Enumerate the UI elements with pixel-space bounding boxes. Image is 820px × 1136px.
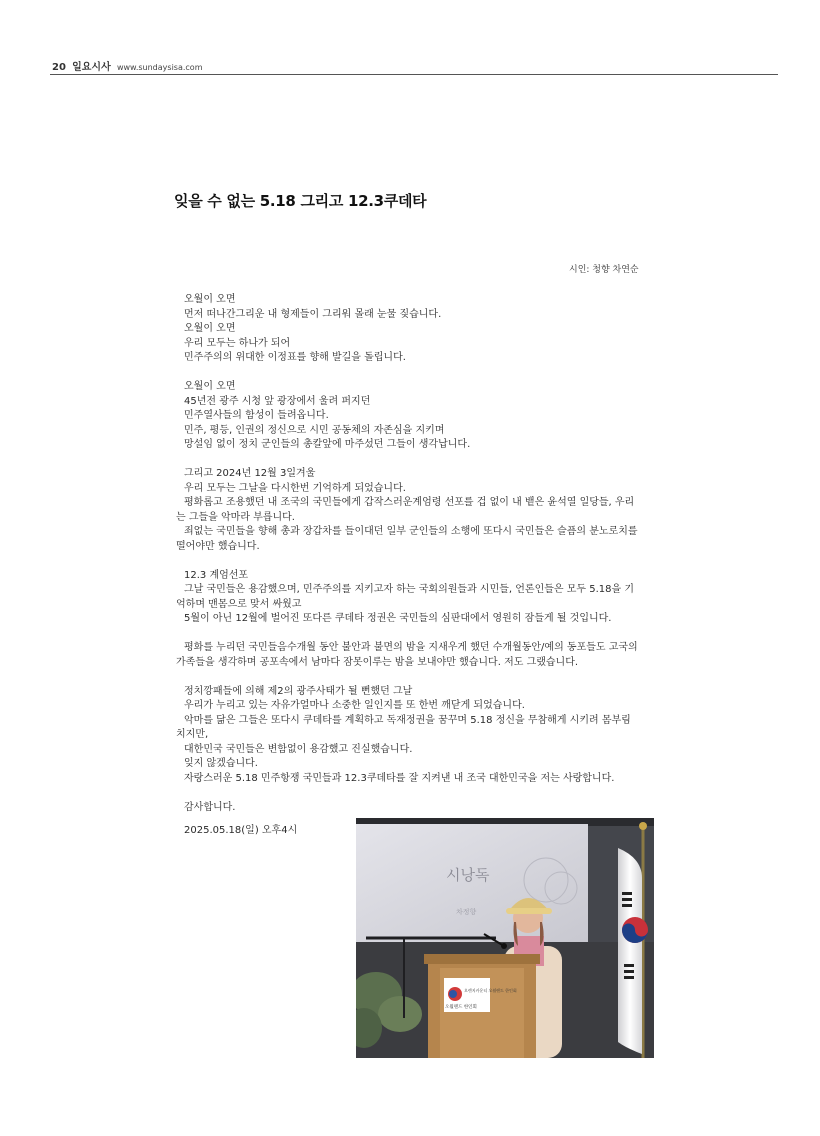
poem-stanza: [176, 801, 658, 816]
poem-line: 그리고 2024년 12월 3일겨울: [184, 468, 316, 479]
poem-line: 억하며 맨몸으로 맞서 싸웠고: [176, 598, 302, 610]
article-author: 시인: 청향 차연순: [569, 265, 639, 275]
poem-line: 가족들을 생각하며 공포속에서 남마다 잠못이루는 밤을 보내야만 했습니다. 저도 그랬습니다.: [176, 656, 579, 668]
poem-line: 떨어야만 했습니다.: [176, 540, 260, 552]
poem-line: 먼저 떠나간그리운 내 형제들이 그리워 몰래 눈물 짖습니다.: [184, 308, 442, 320]
poem-line: 민주, 평등, 인권의 정신으로 시민 공동체의 자존심을 지키며: [184, 424, 445, 436]
poem-line: 잊지 않겠습니다.: [184, 758, 258, 769]
podium-logo-text: 오렌지카운티 오월랜드 한인회: [464, 988, 517, 993]
poem-line: 우리 모두는 하나가 되어: [184, 337, 291, 349]
page-header: [52, 58, 203, 73]
poem-stanza: [176, 380, 658, 453]
event-photo-illustration: [356, 818, 654, 1058]
screen-subtitle: 차정향: [456, 908, 477, 916]
poem-line: 45년전 광주 시청 앞 광장에서 울려 퍼지던: [184, 395, 371, 407]
poem-line: 는 그들을 악마라 부릅니다.: [176, 511, 295, 523]
poem-line: 오월이 오면: [184, 294, 236, 305]
website-link[interactable]: www.sundaysisa.com: [116, 63, 203, 72]
poem-stanza: [176, 641, 658, 670]
poem-stanza: [176, 685, 658, 787]
poem-line: 정치깡패들에 의해 제2의 광주사태가 될 뻔했던 그날: [184, 685, 413, 697]
screen-title: 시낭독: [446, 866, 490, 884]
publication-name: 일요시사: [72, 62, 111, 73]
event-date: 2025.05.18(일) 오후4시: [184, 825, 298, 836]
poem-line: 민주주의의 위대한 이정표를 향해 발길을 돌립니다.: [184, 352, 406, 363]
poem-line: 악마를 닮은 그들은 또다시 쿠데타를 계획하고 독재정권을 꿈꾸며 5.18 정신을 무참해게 시키려 몸부림: [184, 714, 631, 726]
poem-line: 평화롭고 조용했던 내 조국의 국민들에게 갑작스러운계엄령 선포를 겁 없이 내 뱉은 윤석열 일당들, 우리: [184, 497, 635, 508]
poem-line: 우리 모두는 그날을 다시한번 기억하게 되었습니다.: [184, 482, 406, 494]
poem-line: 오월이 오면: [184, 381, 236, 392]
event-photo: [356, 818, 654, 1058]
page-number: 20: [52, 62, 66, 73]
poem-stanza: [176, 467, 658, 554]
poem-line: 오월이 오면: [184, 323, 236, 334]
poem-line: 망설임 없이 정치 군인들의 총칼앞에 마주섰던 그들이 생각납니다.: [184, 439, 471, 450]
poem-line: 죄없는 국민들을 향해 총과 장갑차를 들이대던 일부 군인들의 소행에 또다시 국민들은 슬픔의 분노로치를: [184, 526, 638, 537]
poem-line: 그날 국민들은 용감했으며, 민주주의를 지키고자 하는 국회의원들과 시민들, 언론인들은 모두 5.18을 기: [184, 584, 634, 595]
poem-stanza: [176, 293, 658, 366]
poem-line: 평화를 누리던 국민들음수개월 동안 불안과 불면의 밤을 지새우게 했던 수개월동안/예의 동포들도 고국의: [184, 642, 638, 653]
poem-body: [176, 293, 658, 830]
header-divider: [50, 74, 778, 75]
poem-line: 감사합니다.: [184, 801, 236, 813]
poem-line: 우리가 누리고 있는 자유가얼마나 소중한 일인지를 또 한번 깨닫게 되었습니다.: [184, 700, 525, 711]
poem-line: 12.3 계엄선포: [184, 569, 249, 581]
poem-line: 자랑스러운 5.18 민주항쟁 국민들과 12.3쿠데타를 잘 지켜낸 내 조국 대한민국을 저는 사랑합니다.: [184, 772, 615, 784]
poem-line: 치지만,: [176, 729, 209, 740]
poem-stanza: [176, 569, 658, 627]
article-title: 잊을 수 없는 5.18 그리고 12.3쿠데타: [174, 192, 427, 210]
poem-line: 대한민국 국민들은 변함없이 용감했고 진실했습니다.: [184, 743, 413, 755]
poem-line: 민주열사들의 함성이 들려옵니다.: [184, 410, 329, 421]
poem-line: 5월이 아닌 12월에 벌어진 또다른 쿠데타 정권은 국민들의 심판대에서 영원히 잠들게 될 것입니다.: [184, 613, 612, 624]
podium-logo-short: 오월랜드 한인회: [445, 1005, 477, 1010]
